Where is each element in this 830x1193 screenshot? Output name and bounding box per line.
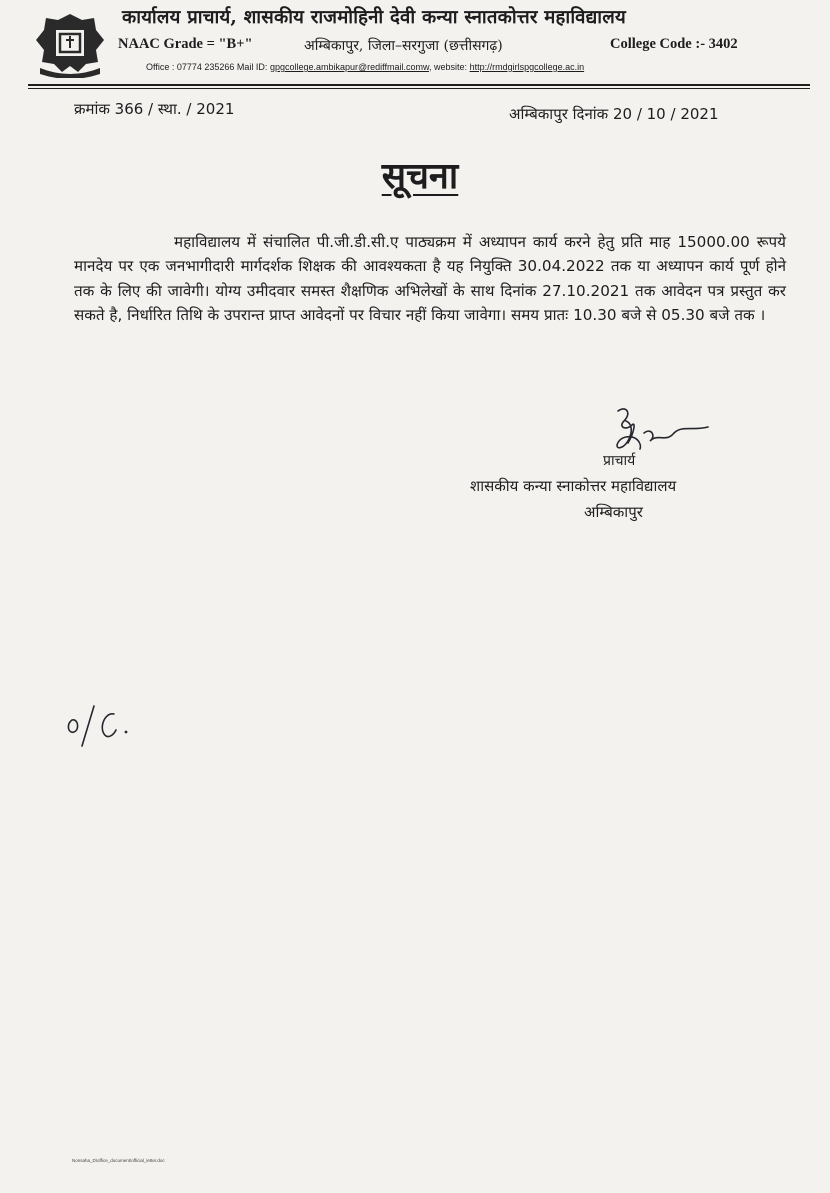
letterhead-divider-thin [28,88,810,89]
mail-label: Mail ID: [236,62,268,72]
signatory-title: प्राचार्य [603,453,636,469]
letterhead-details-row [118,36,818,53]
naac-grade: NAAC Grade = "B+" [118,36,253,52]
college-address: अम्बिकापुर, जिला–सरगुजा (छत्तीसगढ़) [304,38,503,54]
notice-body: महाविद्यालय में संचालित पी.जी.डी.सी.ए पाठ्यक्रम में अध्यापन कार्य करने हेतु प्रति माह 15000.00 रूपये मानदेय पर एक जनभागीदारी मार्गदर्शक शिक्षक की आवश्यकता है यह नियुक्ति 30.04.2022 तक या अध्यापन कार्य पूर्ण होने तक के लिए की जावेगी। योग्य उमीदवार समस्त शैक्षणिक अभिलेखों के साथ दिनांक 27.10.2021 तक आवेदन पत्र प्रस्तुत कर सकते है, निर्धारित तिथि के उपरान्त प्राप्त आवेदनों पर विचार नहीं किया जावेगा। समय प्रातः 10.30 बजे से 05.30 बजे तक । [74,233,786,324]
office-phone: Office : 07774 235266 [146,62,235,72]
handwritten-oc-note [64,700,144,752]
notice-title [340,150,500,199]
footer-file-path: Nonsaha_D\office_document\official_letter.doc [72,1158,165,1163]
college-name-heading: कार्यालय प्राचार्य, शासकीय राजमोहिनी देवी कन्या स्नातकोत्तर महाविद्यालय [122,7,626,28]
letterhead-divider [28,84,810,86]
mail-id-link[interactable]: gpgcollege.ambikapur@rediffmail.comw [269,62,429,72]
college-emblem-icon [30,10,110,78]
notice-date: अम्बिकापुर दिनांक 20 / 10 / 2021 [509,105,719,123]
reference-number: क्रमांक 366 / स्था. / 2021 [74,100,235,118]
signatory-organization: शासकीय कन्या स्नाकोत्तर महाविद्यालय [470,477,677,495]
contact-line: Office : 07774 235266 Mail ID: gpgcollege.ambikapur@rediffmail.comw, website: http://rmdgirlspgcollege.ac.in [146,62,585,72]
notice-title-text: सूचना [381,156,459,197]
website-link[interactable]: http://rmdgirlspgcollege.ac.in [469,62,585,72]
college-code: College Code :- 3402 [610,36,738,52]
signatory-place: अम्बिकापुर [584,503,643,521]
website-label: website: [434,62,468,72]
